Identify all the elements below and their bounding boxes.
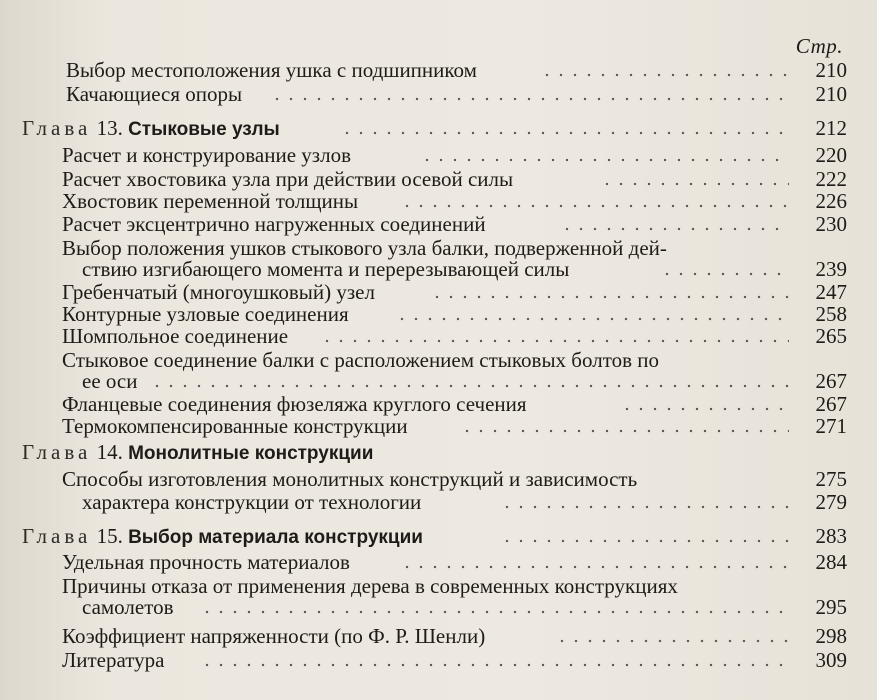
page-number: 210 [815,58,847,82]
entry-title: Расчет и конструирование узлов [62,143,351,167]
dot-leader [395,317,789,321]
page-number: 239 [815,257,847,281]
dot-leader [560,227,789,231]
dot-leader [150,384,789,388]
page-number: 295 [815,595,847,619]
toc-entry-row [0,143,877,167]
entry-title: Коэффициент напряженности (по Ф. Р. Шенли) [62,624,486,648]
entry-title: Литература [62,648,165,672]
dot-leader [400,565,789,569]
entry-title: Хвостовик переменной толщины [62,189,359,213]
entry-title: самолетов [82,595,174,619]
entry-title: Удельная прочность материалов [62,550,350,574]
page-number: 275 [815,467,847,491]
entry-title: характера конструкции от технологии [82,490,422,514]
chapter-title: Монолитные конструкции [128,443,374,464]
toc-entry-row [0,257,877,281]
toc-entry-row [0,490,877,514]
toc-entry-row [0,467,877,491]
toc-entry-row [0,648,877,672]
page-number: 309 [815,648,847,672]
entry-title: Гребенчатый (многоушковый) узел [62,280,375,304]
entry-title: Выбор положения ушков стыкового узла балки, подверженной дей- [62,236,667,260]
chapter-title: Стыковые узлы [128,119,280,140]
toc-entry-row [0,212,877,236]
toc-chapter-row [0,524,877,548]
entry-title: Термокомпенсированные конструкции [62,414,408,438]
dot-leader [600,182,789,186]
toc-entry-row [0,167,877,191]
toc-entry-row [0,302,877,326]
entry-title: Контурные узловые соединения [62,302,349,326]
dot-leader [270,97,789,101]
dot-leader [460,429,789,433]
entry-title: Стыковое соединение балки с расположением стыковых болтов по [62,348,659,372]
toc-entry-row [0,392,877,416]
dot-leader [320,339,789,343]
dot-leader [420,158,789,162]
entry-title: ее оси [82,369,138,393]
page-number: 265 [815,324,847,348]
dot-leader [500,539,789,543]
toc-entry-row [0,595,877,619]
page-number: 220 [815,143,847,167]
page-number: 210 [815,82,847,106]
chapter-label: Глава [22,524,92,548]
dot-leader [200,663,789,667]
chapter-label: Глава [22,116,92,140]
toc-entry-row [0,324,877,348]
chapter-label: Глава [22,440,92,464]
dot-leader [400,204,789,208]
chapter-title: Выбор материала конструкции [128,527,423,548]
entry-title: Фланцевые соединения фюзеляжа круглого сечения [62,392,527,416]
toc-chapter-row [0,116,877,140]
entry-title: ствию изгибающего момента и перерезывающей силы [82,257,570,281]
entry-title: Качающиеся опоры [66,82,243,106]
toc-entry-row [0,624,877,648]
dot-leader [540,73,789,77]
page-number: 283 [815,524,847,548]
dot-leader [200,610,789,614]
page-number: 226 [815,189,847,213]
entry-title: Расчет хвостовика узла при действии осевой силы [62,167,514,191]
entry-title: Выбор местоположения ушка с подшипником [66,58,477,82]
toc-chapter-row [0,440,877,464]
page-number: 279 [815,490,847,514]
toc-entry-row [0,58,877,82]
page-number: 258 [815,302,847,326]
page-number: 284 [815,550,847,574]
chapter-heading [22,116,280,142]
toc-entry-row [0,189,877,213]
entry-title: Причины отказа от применения дерева в современных конструкциях [62,574,678,598]
dot-leader [660,272,789,276]
page-number: 247 [815,280,847,304]
page-column-header: Стр. [795,34,843,58]
toc-entry-row [0,280,877,304]
chapter-heading [22,440,373,466]
page-number: 267 [815,392,847,416]
dot-leader [430,295,789,299]
chapter-heading [22,524,423,550]
page-number: 271 [815,414,847,438]
page-number: 230 [815,212,847,236]
chapter-number: 15. [96,524,129,548]
entry-title: Шомпольное соединение [62,324,289,348]
entry-title: Расчет эксцентрично нагруженных соединений [62,212,486,236]
page-number: 267 [815,369,847,393]
toc-entry-row [0,369,877,393]
page-number: 298 [815,624,847,648]
toc-entry-row [0,550,877,574]
dot-leader [340,131,789,135]
dot-leader [555,639,789,643]
page-number: 212 [815,116,847,140]
dot-leader [500,505,789,509]
entry-title: Способы изготовления монолитных конструкций и зависимость [62,467,638,491]
toc-entry-row [0,414,877,438]
dot-leader [620,407,789,411]
toc-entry-row [0,82,877,106]
chapter-number: 14. [96,440,129,464]
chapter-number: 13. [96,116,129,140]
page-number: 222 [815,167,847,191]
